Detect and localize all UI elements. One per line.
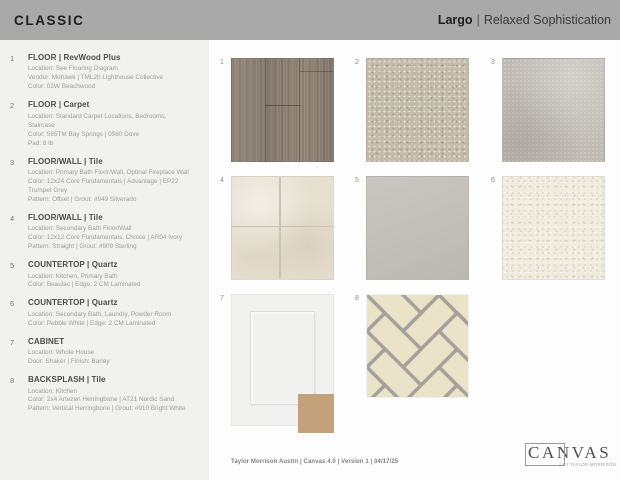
swatch-number: 2 xyxy=(355,59,359,66)
spec-details xyxy=(28,388,201,415)
spec-detail-line: Location: Kitchen, Primary Bath xyxy=(28,272,118,280)
spec-detail-line: Vendor: Mohawk | TML20 Lighthouse Collective xyxy=(28,74,164,82)
spec-item xyxy=(10,337,201,367)
spec-detail-line: Pad: 8 lb xyxy=(28,139,54,147)
swatch-number: 3 xyxy=(491,59,495,66)
spec-number: 4 xyxy=(10,213,15,223)
swatch-backsplash-herringbone-image xyxy=(366,294,469,398)
spec-item xyxy=(10,53,201,92)
spec-item xyxy=(10,375,201,414)
spec-detail-line: Location: Standard Carpet Locations, Bedrooms, Staircase xyxy=(28,112,167,129)
spec-details xyxy=(28,311,201,329)
swatch-cabinet-door-image xyxy=(231,294,334,426)
swatch-cell-7 xyxy=(220,294,334,426)
spec-detail-line: Color: Beaulac | Edge: 2 CM Laminated xyxy=(28,281,141,289)
spec-title: FLOOR/WALL | Tile xyxy=(28,212,103,222)
barley-finish-chip xyxy=(298,394,334,433)
spec-details xyxy=(28,225,201,252)
swatch-cell-3 xyxy=(491,58,605,162)
footer-version-info: Taylor Morrison Austin | Canvas 4.0 | Version 1 | 04/17/25 xyxy=(231,459,399,465)
shaker-door-panel xyxy=(250,311,315,405)
collection-title: CLASSIC xyxy=(14,12,85,28)
spec-body xyxy=(28,100,201,148)
spec-title: FLOOR | RevWood Plus xyxy=(28,53,121,62)
canvas-logo-text: CANVAS xyxy=(528,443,612,462)
spec-detail-line: Color: Pebble White | Edge: 2 CM Laminated xyxy=(28,319,156,327)
swatch-number: 5 xyxy=(355,177,359,184)
title-divider: | xyxy=(476,13,480,27)
spec-body xyxy=(28,375,201,414)
spec-details xyxy=(28,113,201,149)
swatch-number: 1 xyxy=(220,59,224,66)
spec-item xyxy=(10,213,201,252)
package-name: Largo xyxy=(437,13,473,27)
spec-title: CABINET xyxy=(28,336,65,346)
spec-detail-line: Location: Kitchen xyxy=(28,387,78,395)
spec-title: BACKSPLASH | Tile xyxy=(28,375,106,385)
spec-detail-line: Location: Whole House xyxy=(28,349,95,357)
spec-title: COUNTERTOP | Quartz xyxy=(28,298,118,308)
swatch-tile-secondary-bath-image xyxy=(231,176,334,280)
spec-number: 6 xyxy=(10,299,15,309)
spec-detail-line: Color: 565TM Bay Springs | 0560 Dove xyxy=(28,130,140,138)
swatch-quartz-beaulac-image xyxy=(366,176,469,280)
spec-detail-line: Color: 2x4 Artezen Herringbone | AT21 Nordic Sand xyxy=(28,396,175,404)
swatch-cell-5 xyxy=(355,176,469,280)
spec-detail-line: Color: 02W Beachwood xyxy=(28,83,96,91)
swatch-carpet-image xyxy=(366,58,469,162)
package-title-group xyxy=(438,13,611,27)
swatch-cell-8 xyxy=(355,294,469,403)
spec-details xyxy=(28,169,201,205)
style-name: Relaxed Sophistication xyxy=(483,13,611,27)
spec-detail-line: Location: Primary Bath Floor/Wall, Optinal Fireplace Wall xyxy=(28,168,189,176)
swatch-number: 7 xyxy=(220,295,224,302)
spec-panel xyxy=(0,40,209,480)
spec-number: 7 xyxy=(10,337,15,347)
swatch-cell-2 xyxy=(355,58,469,162)
canvas-logo xyxy=(528,443,616,469)
spec-detail-line: Color: 12x24 Core Fundamentals | Advantage | EP22 Trumpet Grey xyxy=(28,177,179,194)
spec-details xyxy=(28,273,201,291)
spec-details xyxy=(28,65,201,92)
spec-item xyxy=(10,157,201,205)
spec-number: 5 xyxy=(10,261,15,271)
spec-item xyxy=(10,260,201,290)
spec-number: 1 xyxy=(10,54,15,63)
header-bar xyxy=(0,0,620,40)
spec-detail-line: Location: Secondary Bath, Laundry, Powder Room xyxy=(28,310,172,318)
spec-number: 2 xyxy=(10,101,15,111)
swatch-revwood-floor-image xyxy=(231,58,334,162)
spec-number: 3 xyxy=(10,157,15,167)
spec-title: FLOOR/WALL | Tile xyxy=(28,156,103,166)
spec-body xyxy=(28,53,201,92)
swatch-number: 6 xyxy=(491,177,495,184)
spec-item xyxy=(10,298,201,328)
swatch-tile-primary-bath-image xyxy=(502,58,605,162)
spec-body xyxy=(28,157,201,205)
spec-detail-line: Location: Secondary Bath Floor/Wall xyxy=(28,225,132,233)
swatch-quartz-pebble-white-image xyxy=(502,176,605,280)
spec-title: COUNTERTOP | Quartz xyxy=(28,260,118,270)
spec-body xyxy=(28,213,201,252)
swatch-number: 8 xyxy=(355,295,359,302)
swatch-cell-6 xyxy=(491,176,605,280)
spec-number: 8 xyxy=(10,376,15,386)
spec-list xyxy=(10,53,201,414)
canvas-logo-wordmark xyxy=(528,443,616,463)
spec-detail-line: Door: Shaker | Finish: Barley xyxy=(28,358,110,366)
swatch-number: 4 xyxy=(220,177,224,184)
spec-detail-line: Pattern: Straight | Grout: #909 Sterling xyxy=(28,243,137,251)
canvas-logo-tagline: | BY TAYLOR MORRISON xyxy=(559,463,616,468)
spec-body xyxy=(28,337,201,367)
spec-detail-line: Pattern: Offset | Grout: #949 Silverado xyxy=(28,195,137,203)
spec-details xyxy=(28,349,201,367)
spec-detail-line: Pattern: Vertical Herringbone | Grout: #910 Bright White xyxy=(28,405,186,413)
spec-title: FLOOR | Carpet xyxy=(28,100,90,110)
swatch-cell-4 xyxy=(220,176,334,280)
swatch-cell-1 xyxy=(220,58,334,162)
spec-body xyxy=(28,298,201,328)
spec-detail-line: Color: 12x12 Core Fundamentals, Choice | AR04 Ivory xyxy=(28,234,183,242)
spec-item xyxy=(10,100,201,148)
spec-body xyxy=(28,260,201,290)
spec-detail-line: Location: See Flooring Diagram xyxy=(28,65,118,73)
